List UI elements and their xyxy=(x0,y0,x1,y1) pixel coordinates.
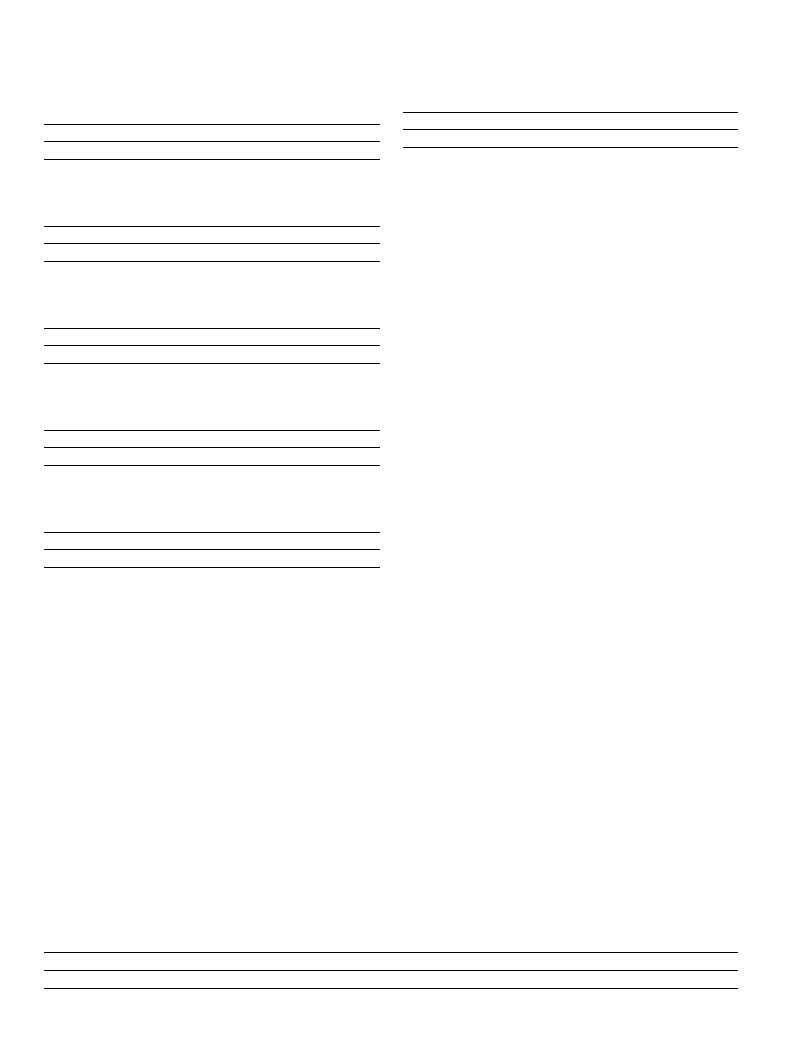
top-rule xyxy=(44,328,380,329)
top-rule xyxy=(44,532,380,533)
left-table-4 xyxy=(44,430,380,470)
bottom-rule xyxy=(44,159,380,160)
bottom-rule xyxy=(403,147,738,148)
mid-rule xyxy=(44,345,380,346)
bottom-rule xyxy=(44,261,380,262)
top-rule xyxy=(44,952,738,953)
left-table-5 xyxy=(44,532,380,572)
top-rule xyxy=(44,430,380,431)
mid-rule xyxy=(44,447,380,448)
left-table-1 xyxy=(44,124,380,164)
mid-rule xyxy=(44,549,380,550)
bottom-rule xyxy=(44,465,380,466)
bottom-rule xyxy=(44,988,738,989)
mid-rule xyxy=(44,243,380,244)
full-width-table xyxy=(44,952,738,994)
mid-rule xyxy=(44,970,738,971)
mid-rule xyxy=(403,129,738,130)
bottom-rule xyxy=(44,363,380,364)
top-rule xyxy=(44,226,380,227)
left-table-3 xyxy=(44,328,380,368)
mid-rule xyxy=(44,141,380,142)
bottom-rule xyxy=(44,567,380,568)
right-table-1 xyxy=(403,112,738,152)
left-table-2 xyxy=(44,226,380,266)
top-rule xyxy=(403,112,738,113)
top-rule xyxy=(44,124,380,125)
